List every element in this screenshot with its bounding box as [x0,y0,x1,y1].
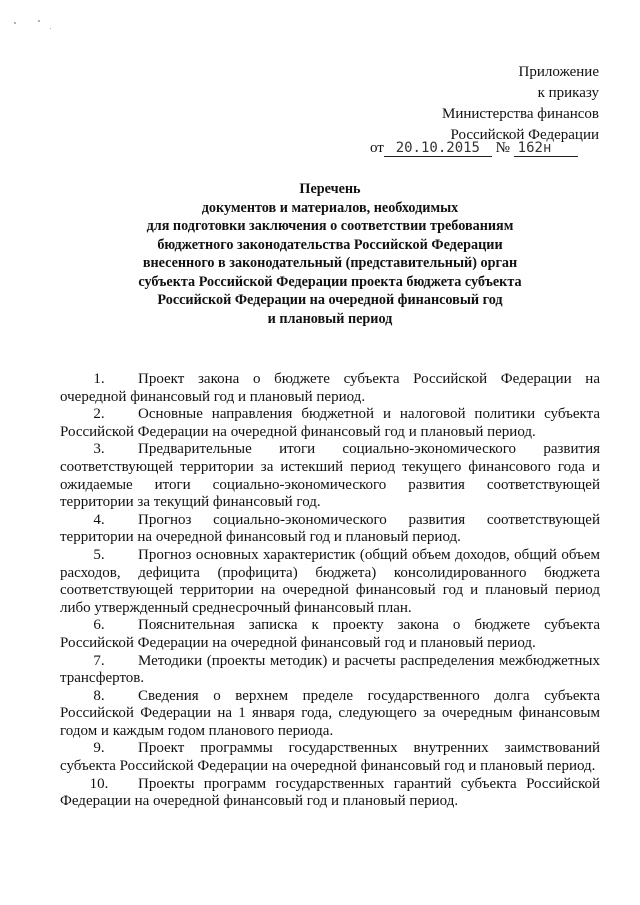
list-item [60,617,600,652]
item-text: Пояснительная записка к проекту закона о бюджете субъекта Российской Федерации на очередной финансовый год и плановый период. [60,617,600,651]
item-text: Прогноз социально-экономического развития соответствующей территории на очередной финансовый год и плановый период. [60,511,600,546]
document-title [60,180,600,328]
title-line: документов и материалов, необходимых [201,199,459,216]
item-number: 3. [93,441,105,458]
appendix-header [442,62,599,146]
title-line: бюджетного законодательства Российской Федерации [157,236,503,253]
item-number: 1. [93,371,105,387]
list-item [60,653,600,688]
appendix-line: к приказу [537,85,599,101]
item-number: 6. [93,617,105,634]
title-line: субъекта Российской Федерации проекта бюджета субъекта [138,273,522,290]
scan-speck [38,20,40,22]
from-label: от [370,140,384,156]
title-line: Российской Федерации на очередной финансовый год [157,292,503,308]
order-number: 162н [514,140,578,157]
item-number: 4. [93,511,105,528]
documents-list [60,371,600,811]
item-number: 5. [93,546,105,563]
item-text: Прогноз основных характеристик (общий объем доходов, общий объем расходов, дефицита (профицита) бюджета) консолидированного бюджета соответствующей территории на очередной финансовый год и плановый период либо утвержденный среднесрочный финансовый план. [60,546,600,616]
item-number: 10. [89,775,109,792]
list-item [60,441,600,511]
list-item [60,740,600,775]
item-text: Сведения о верхнем пределе государственного долга субъекта Российской Федерации на 1 января года, следующего за очередным финансовым годом и каждым годом планового периода. [60,687,600,739]
order-reference [370,140,578,157]
list-item [60,776,600,811]
appendix-line: Приложение [518,64,599,80]
order-date: 20.10.2015 [384,140,492,157]
list-item [60,547,600,617]
item-text: Проект закона о бюджете субъекта Российской Федерации на очередной финансовый год и плановый период. [60,371,600,405]
item-number: 8. [93,687,105,704]
item-text: Проект программы государственных внутренних заимствований субъекта Российской Федерации на очередной финансовый год и плановый период. [60,740,600,775]
scan-speck [14,22,16,24]
item-number: 7. [93,652,105,669]
item-text: Проекты программ государственных гарантий субъекта Российской Федерации на очередной финансовый год и плановый период. [60,775,600,810]
list-item [60,512,600,547]
item-number: 9. [93,740,105,757]
list-item [60,371,600,406]
appendix-line: Российской Федерации [450,127,599,143]
title-line: Перечень [299,181,361,197]
item-number: 2. [93,406,105,423]
number-label: № [495,140,510,156]
title-line: внесенного в законодательный (представительный) орган [142,255,518,271]
title-line: для подготовки заключения о соответствии требованиям [146,218,514,234]
item-text: Методики (проекты методик) и расчеты распределения межбюджетных трансфертов. [60,652,600,687]
list-item [60,406,600,441]
title-line: и плановый период [267,310,393,327]
appendix-line: Министерства финансов [442,106,599,122]
scan-speck [50,28,51,29]
list-item [60,688,600,741]
item-text: Предварительные итоги социально-экономического развития соответствующей территории за истекший период текущего финансового года и ожидаемые итоги социально-экономического развития соответствующей территории за текущий финансовый год. [60,441,600,511]
item-text: Основные направления бюджетной и налоговой политики субъекта Российской Федерации на очередной финансовый год и плановый период. [60,406,600,440]
